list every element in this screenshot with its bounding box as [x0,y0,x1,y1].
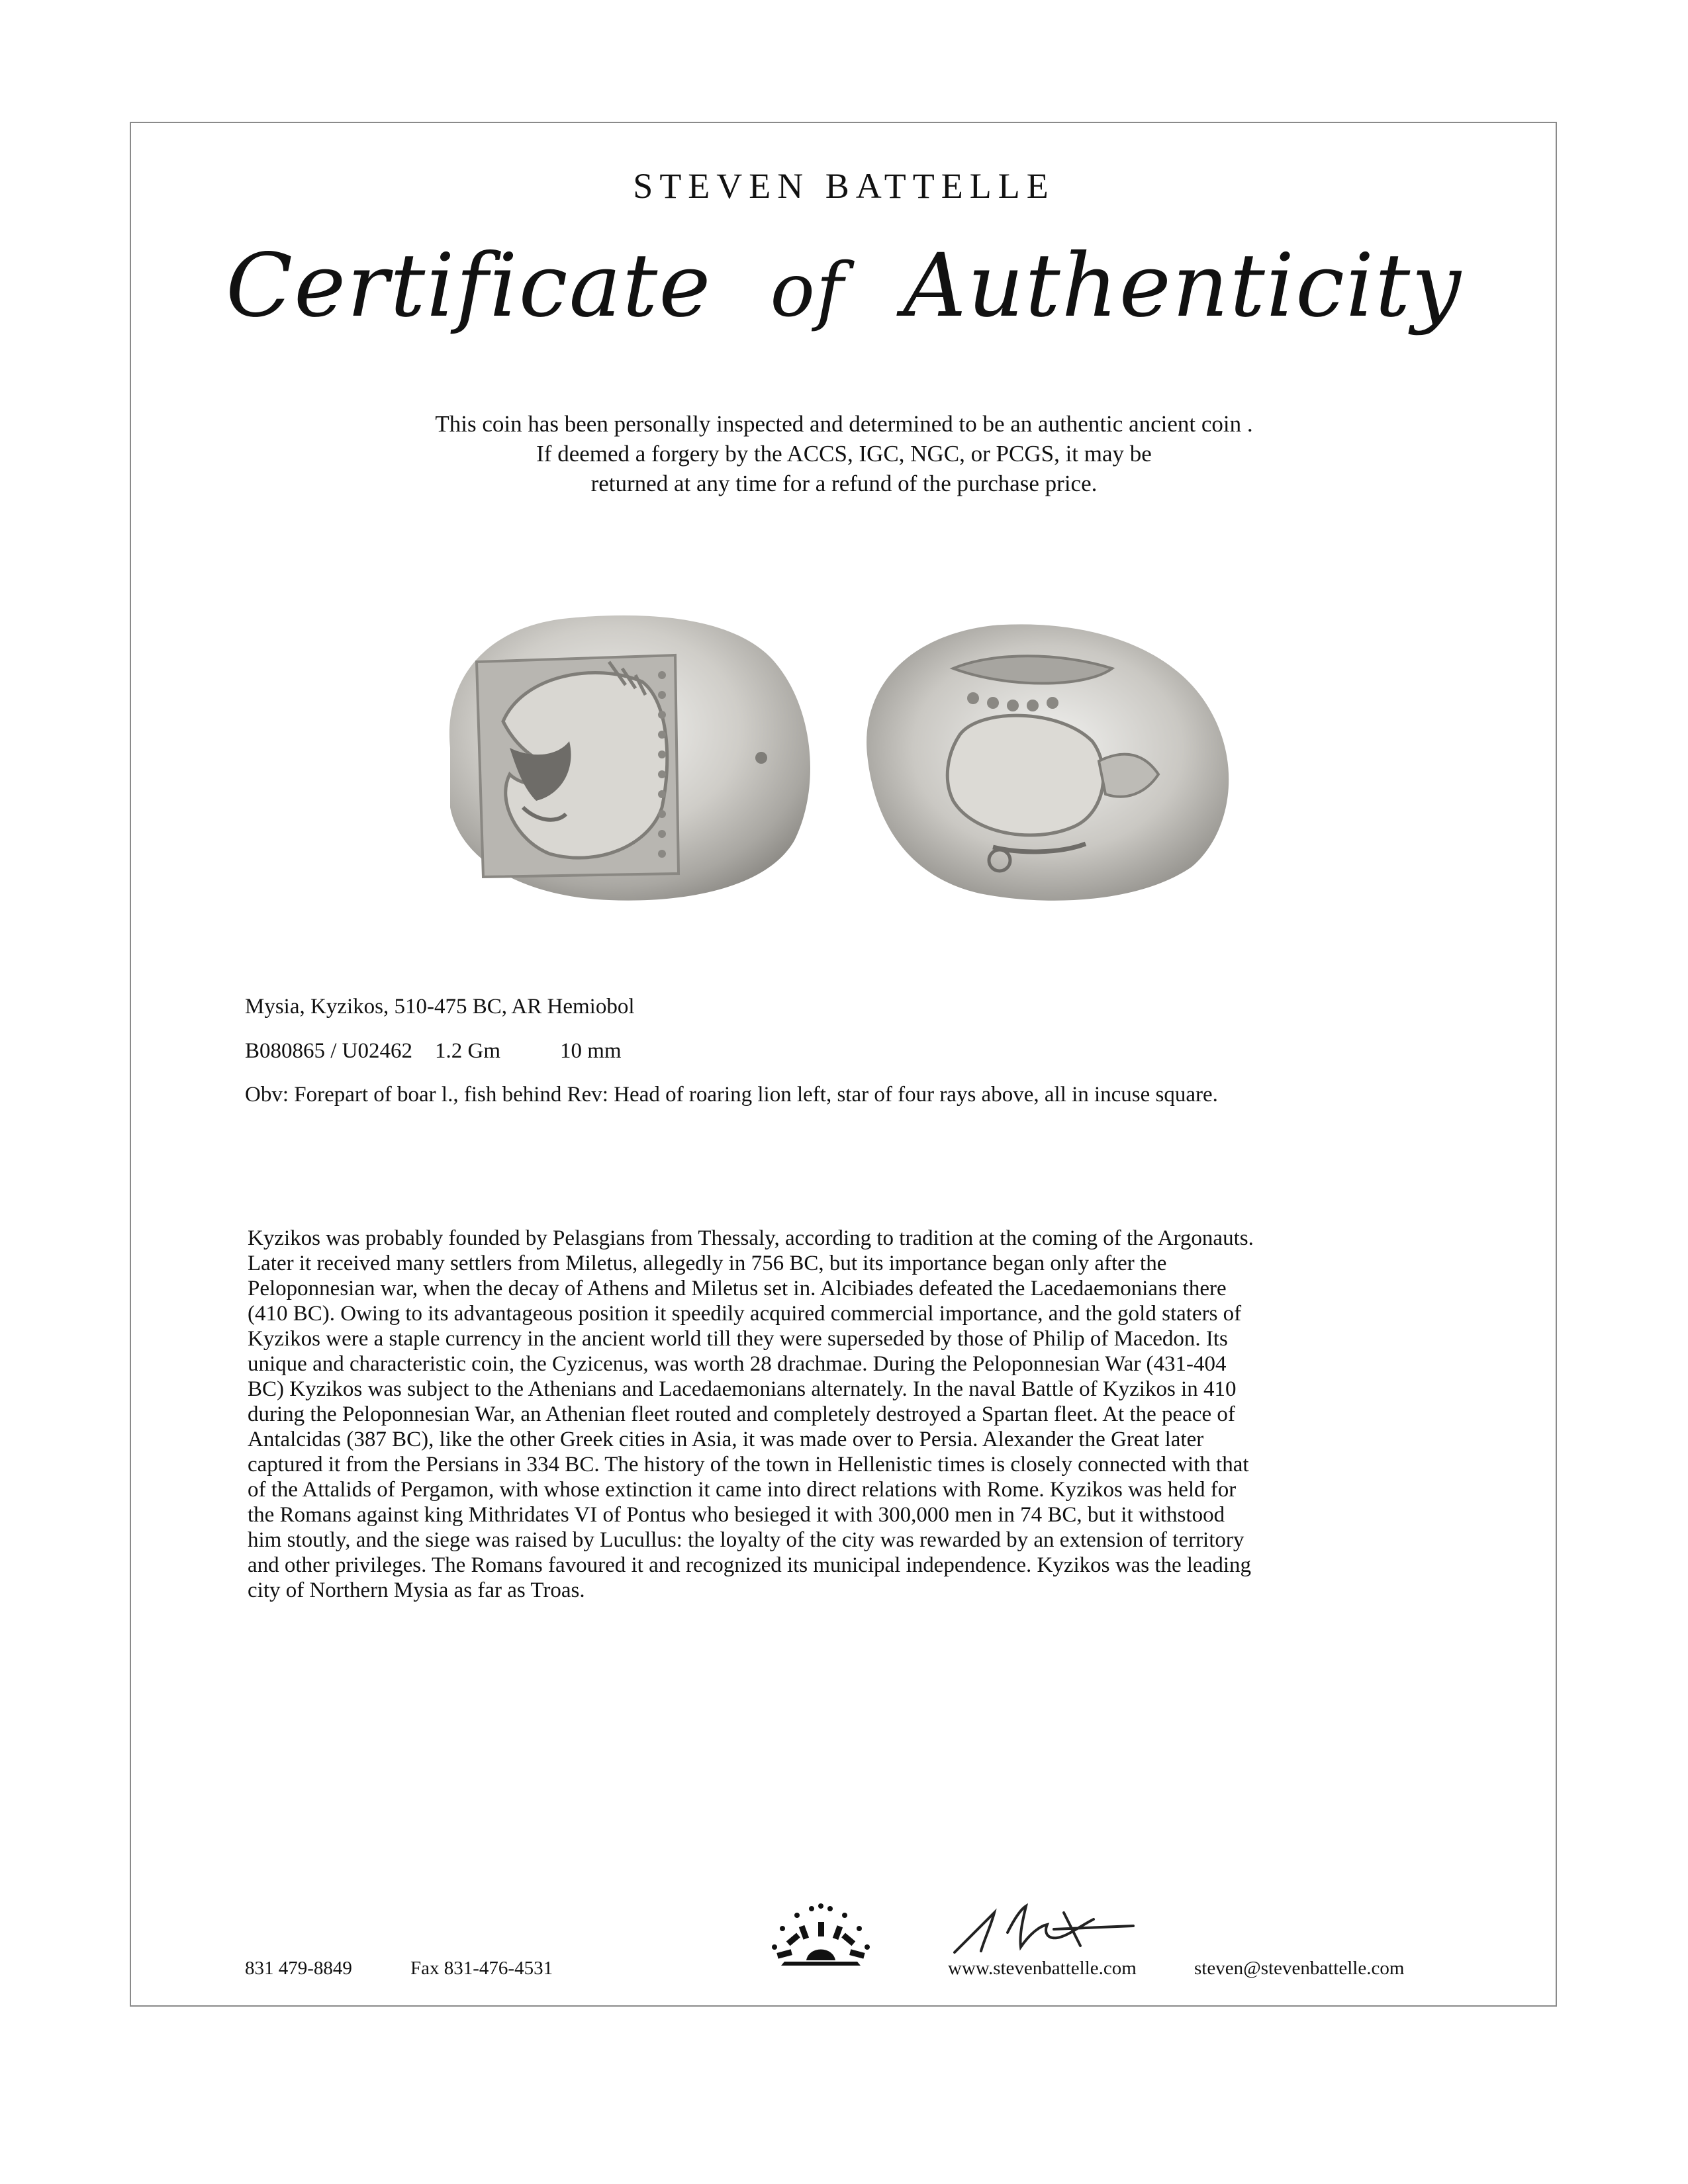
title-word-certificate: Certificate [226,235,712,337]
coin-photos [424,589,1271,913]
authenticity-disclaimer [0,409,1688,498]
history-line: Kyzikos were a staple currency in the ancient world till they were superseded by those of Philip of Macedon. Its [248,1327,1228,1351]
footer-phone: 831 479-8849 [245,1958,352,1979]
footer-website: www.stevenbattelle.com [948,1958,1137,1979]
title-word-authenticity: Authenticity [903,235,1462,337]
coin-obverse-boar [867,624,1229,900]
history-line: city of Northern Mysia as far as Troas. [248,1578,585,1602]
history-line: during the Peloponnesian War, an Athenian fleet routed and completely destroyed a Spartan fleet. At the peace of [248,1402,1235,1426]
title-word-of: of [770,248,845,334]
history-line: Antalcidas (387 BC), like the other Greek cities in Asia, it was made over to Persia. Alexander the Great later [248,1428,1204,1451]
certificate-border [130,122,1557,2007]
disclaimer-line: This coin has been personally inspected and determined to be an authentic ancient coin . [435,411,1253,437]
history-line: Peloponnesian war, when the decay of Athens and Miletus set in. Alcibiades defeated the Lacedaemonians there [248,1277,1227,1300]
coin-weight: 1.2 Gm [435,1039,501,1063]
history-line: (410 BC). Owing to its advantageous position it speedily acquired commercial importance, and the gold staters of [248,1302,1242,1326]
history-line: of the Attalids of Pergamon, with whose extinction it came into direct relations with Rome. Kyzikos was held for [248,1478,1237,1502]
certificate-title [0,235,1688,337]
coin-inventory-number: B080865 / U02462 [245,1039,413,1063]
history-line: unique and characteristic coin, the Cyzicenus, was worth 28 drachmae. During the Peloponnesian War (431-404 [248,1352,1227,1376]
history-line: him stoutly, and the siege was raised by Lucullus: the loyalty of the city was rewarded by an extension of territory [248,1528,1244,1552]
footer-email: steven@stevenbattelle.com [1194,1958,1405,1979]
coin-title: Mysia, Kyzikos, 510-475 BC, AR Hemiobol [245,995,635,1019]
history-line: captured it from the Persians in 334 BC. The history of the town in Hellenistic times is closely connected with that [248,1453,1249,1477]
disclaimer-line: returned at any time for a refund of the purchase price. [590,471,1098,496]
brand-name: STEVEN BATTELLE [633,166,1055,206]
signature-image [948,1899,1140,1959]
coin-description: Obv: Forepart of boar l., fish behind Rev: Head of roaring lion left, star of four rays above, all in incuse square. [245,1083,1218,1107]
footer-fax: Fax 831-476-4531 [410,1958,553,1979]
coin-specs [245,1039,644,1064]
history-line: Later it received many settlers from Miletus, allegedly in 756 BC, but its importance began only after the [248,1251,1167,1275]
coin-size: 10 mm [560,1039,622,1063]
coin-reverse-lion [449,615,810,901]
sunburst-logo-icon [768,1899,874,1972]
history-line: and other privileges. The Romans favoured it and recognized its municipal independence. Kyzikos was the leading [248,1553,1252,1577]
disclaimer-line: If deemed a forgery by the ACCS, IGC, NGC, or PCGS, it may be [536,441,1152,467]
history-line: Kyzikos was probably founded by Pelasgians from Thessaly, according to tradition at the coming of the Argonauts. [248,1226,1254,1250]
history-text [248,1226,1432,1603]
history-line: the Romans against king Mithridates VI of Pontus who besieged it with 300,000 men in 74 BC, but it withstood [248,1503,1225,1527]
history-line: BC) Kyzikos was subject to the Athenians and Lacedaemonians alternately. In the naval Battle of Kyzikos in 410 [248,1377,1237,1401]
